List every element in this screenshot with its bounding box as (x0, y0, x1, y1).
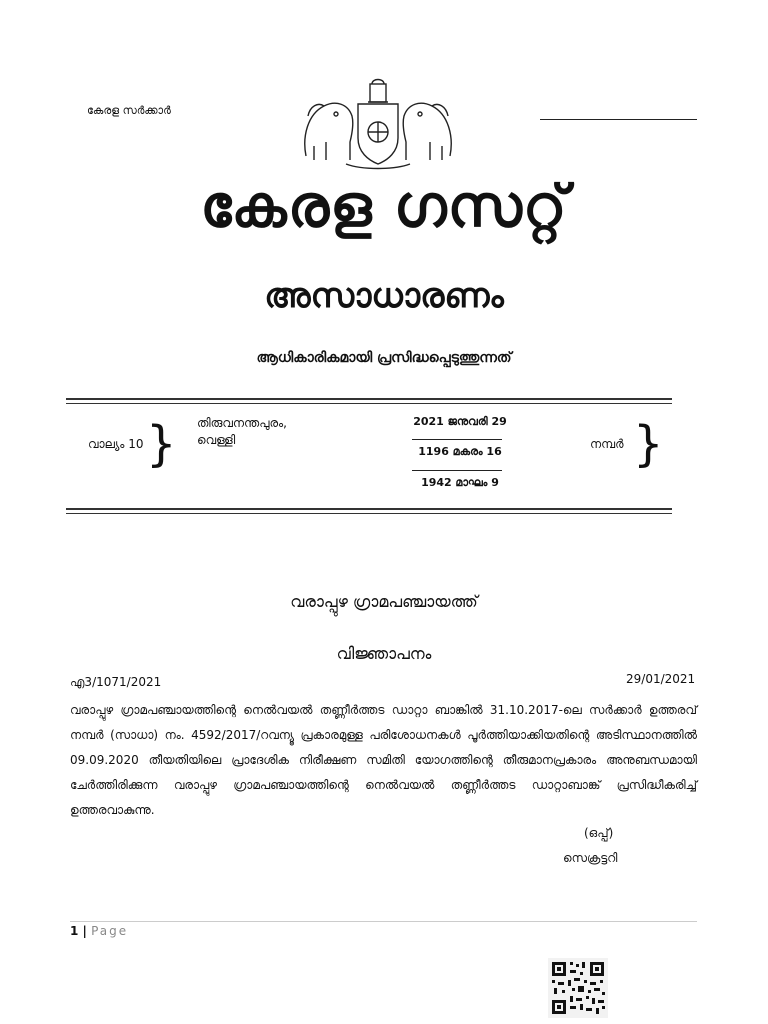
gazette-title: കേരള ഗസറ്റ് (200, 172, 568, 240)
date-divider (412, 439, 502, 440)
brace-icon: } (633, 416, 664, 472)
date-malayalam: 1196 മകരം 16 (418, 445, 502, 458)
qr-code-icon (548, 958, 608, 1018)
place-label: തിരുവനന്തപുരം, (197, 416, 287, 430)
panchayat-name: വരാപ്പുഴ ഗ്രാമപഞ്ചായത്ത് (290, 592, 478, 611)
page-separator: | (78, 924, 92, 938)
designation: സെക്രട്ടറി (563, 851, 618, 865)
page-footer (70, 924, 128, 938)
government-label: കേരള സർക്കാർ (87, 104, 171, 117)
gazette-subtitle: അസാധാരണം (264, 276, 504, 316)
date-gregorian: 2021 ജനുവരി 29 (413, 415, 507, 428)
signed-label: (ഒപ്പ്) (584, 826, 614, 840)
masthead-rule-top (66, 398, 672, 404)
notice-date: 29/01/2021 (626, 672, 696, 686)
day-label: വെള്ളി (197, 433, 236, 447)
footer-rule (70, 921, 697, 922)
page-number: 1 (70, 924, 79, 938)
date-divider (412, 470, 502, 471)
notice-body: വരാപ്പുഴ ഗ്രാമപഞ്ചായത്തിന്റെ നെൽവയൽ തണ്ണീർത്തട ഡാറ്റാ ബാങ്കിൽ 31.10.2017-ലെ സർക്കാർ ഉത്തരവ് നമ്പർ (സാധാ) നം. 4592/2017/റവന്യൂ പ്രകാരമുള്ള പരിശോധനകൾ പൂർത്തിയാക്കിയതിന്റെ അടിസ്ഥാനത്തിൽ 09.09.2020 തീയതിയിലെ പ്രാദേശിക നിരീക്ഷണ സമിതി യോഗത്തിന്റെ തീരുമാനപ്രകാരം അനുബന്ധമായി ചേർത്തിരിക്കുന്ന വരാപ്പുഴ ഗ്രാമപഞ്ചായത്തിന്റെ നെൽവയൽ തണ്ണീർത്തട ഡാറ്റാബാങ്ക് പ്രസിദ്ധീകരിച്ച് ഉത്തരവാകുന്നു. (70, 703, 697, 817)
masthead-rule-bottom (66, 508, 672, 514)
date-saka: 1942 മാഘം 9 (421, 476, 499, 489)
reference-number: എ3/1071/2021 (70, 675, 162, 689)
published-by-authority: ആധികാരികമായി പ്രസിദ്ധപ്പെടുത്തുന്നത് (256, 350, 512, 366)
place-day (197, 415, 287, 449)
volume-label: വാല്യം 10 (88, 437, 144, 451)
number-label: നമ്പർ (590, 437, 624, 451)
page-word: Page (91, 924, 129, 938)
kerala-emblem-icon (296, 76, 460, 172)
brace-icon: } (146, 416, 177, 472)
notification-heading: വിജ്ഞാപനം (336, 644, 432, 663)
signature-line (540, 119, 697, 120)
